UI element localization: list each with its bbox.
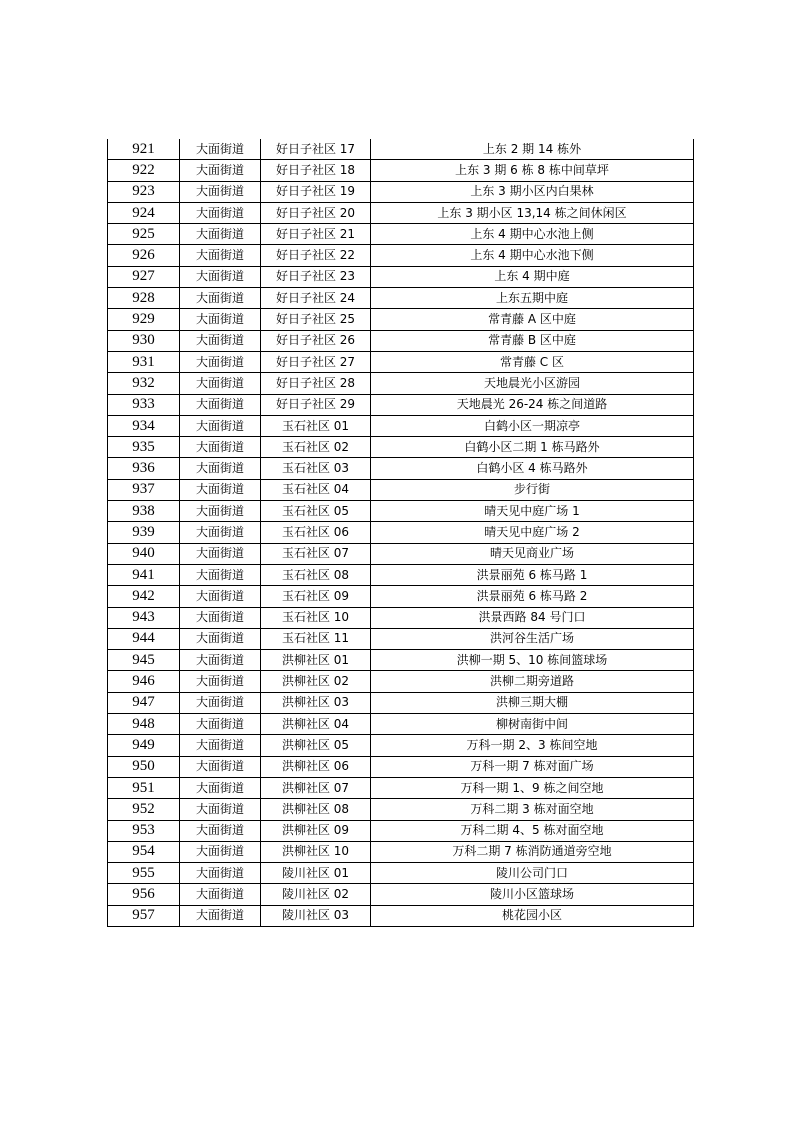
cell-location: 上东 2 期 14 栋外: [371, 139, 694, 160]
table-row: [108, 735, 694, 756]
site-table: [107, 139, 694, 927]
cell-number: 924: [108, 202, 180, 223]
table-row: [108, 905, 694, 926]
site-table-body: [108, 139, 694, 926]
cell-street: 大面街道: [180, 479, 261, 500]
table-row: [108, 692, 694, 713]
table-row: [108, 224, 694, 245]
cell-street: 大面街道: [180, 543, 261, 564]
cell-location: 万科一期 7 栋对面广场: [371, 756, 694, 777]
table-row: [108, 458, 694, 479]
table-row: [108, 330, 694, 351]
table-row: [108, 245, 694, 266]
cell-point-name: 好日子社区 27: [261, 351, 371, 372]
cell-street: 大面街道: [180, 245, 261, 266]
cell-street: 大面街道: [180, 288, 261, 309]
table-row: [108, 139, 694, 160]
cell-number: 930: [108, 330, 180, 351]
cell-point-name: 玉石社区 10: [261, 607, 371, 628]
cell-number: 937: [108, 479, 180, 500]
cell-location: 万科二期 3 栋对面空地: [371, 799, 694, 820]
cell-street: 大面街道: [180, 884, 261, 905]
cell-number: 945: [108, 650, 180, 671]
cell-location: 万科二期 4、5 栋对面空地: [371, 820, 694, 841]
cell-street: 大面街道: [180, 905, 261, 926]
table-row: [108, 202, 694, 223]
cell-street: 大面街道: [180, 351, 261, 372]
cell-point-name: 好日子社区 19: [261, 181, 371, 202]
cell-number: 956: [108, 884, 180, 905]
cell-street: 大面街道: [180, 394, 261, 415]
table-row: [108, 607, 694, 628]
cell-street: 大面街道: [180, 799, 261, 820]
cell-street: 大面街道: [180, 628, 261, 649]
table-row: [108, 543, 694, 564]
cell-point-name: 玉石社区 09: [261, 586, 371, 607]
cell-number: 933: [108, 394, 180, 415]
cell-point-name: 洪柳社区 08: [261, 799, 371, 820]
cell-point-name: 玉石社区 05: [261, 501, 371, 522]
cell-number: 957: [108, 905, 180, 926]
cell-point-name: 好日子社区 22: [261, 245, 371, 266]
table-row: [108, 160, 694, 181]
cell-point-name: 陵川社区 01: [261, 863, 371, 884]
cell-location: 白鹤小区一期凉亭: [371, 415, 694, 436]
cell-location: 陵川公司门口: [371, 863, 694, 884]
cell-street: 大面街道: [180, 415, 261, 436]
cell-street: 大面街道: [180, 863, 261, 884]
table-row: [108, 756, 694, 777]
cell-number: 921: [108, 139, 180, 160]
cell-point-name: 好日子社区 29: [261, 394, 371, 415]
cell-location: 万科一期 2、3 栋间空地: [371, 735, 694, 756]
table-row: [108, 288, 694, 309]
cell-location: 上东 4 期中庭: [371, 266, 694, 287]
cell-point-name: 好日子社区 28: [261, 373, 371, 394]
cell-number: 934: [108, 415, 180, 436]
table-row: [108, 437, 694, 458]
cell-street: 大面街道: [180, 224, 261, 245]
cell-location: 常青藤 B 区中庭: [371, 330, 694, 351]
cell-location: 上东 4 期中心水池上侧: [371, 224, 694, 245]
cell-street: 大面街道: [180, 437, 261, 458]
table-row: [108, 820, 694, 841]
cell-street: 大面街道: [180, 181, 261, 202]
table-row: [108, 628, 694, 649]
cell-number: 942: [108, 586, 180, 607]
cell-street: 大面街道: [180, 564, 261, 585]
cell-location: 上东 3 期小区 13,14 栋之间休闲区: [371, 202, 694, 223]
cell-location: 晴天见中庭广场 1: [371, 501, 694, 522]
cell-number: 936: [108, 458, 180, 479]
cell-location: 洪柳一期 5、10 栋间篮球场: [371, 650, 694, 671]
cell-point-name: 洪柳社区 03: [261, 692, 371, 713]
cell-number: 944: [108, 628, 180, 649]
cell-street: 大面街道: [180, 692, 261, 713]
table-row: [108, 586, 694, 607]
table-row: [108, 564, 694, 585]
cell-street: 大面街道: [180, 735, 261, 756]
cell-location: 洪景西路 84 号门口: [371, 607, 694, 628]
cell-number: 950: [108, 756, 180, 777]
cell-location: 常青藤 A 区中庭: [371, 309, 694, 330]
table-row: [108, 501, 694, 522]
table-row: [108, 373, 694, 394]
table-row: [108, 522, 694, 543]
table-row: [108, 479, 694, 500]
table-row: [108, 415, 694, 436]
cell-number: 925: [108, 224, 180, 245]
cell-number: 953: [108, 820, 180, 841]
cell-street: 大面街道: [180, 309, 261, 330]
cell-point-name: 洪柳社区 02: [261, 671, 371, 692]
cell-street: 大面街道: [180, 777, 261, 798]
cell-street: 大面街道: [180, 607, 261, 628]
cell-number: 931: [108, 351, 180, 372]
cell-point-name: 玉石社区 01: [261, 415, 371, 436]
cell-point-name: 玉石社区 07: [261, 543, 371, 564]
cell-number: 946: [108, 671, 180, 692]
cell-point-name: 玉石社区 03: [261, 458, 371, 479]
cell-location: 洪景丽苑 6 栋马路 2: [371, 586, 694, 607]
cell-point-name: 洪柳社区 04: [261, 714, 371, 735]
cell-number: 923: [108, 181, 180, 202]
cell-number: 929: [108, 309, 180, 330]
cell-location: 白鹤小区 4 栋马路外: [371, 458, 694, 479]
cell-street: 大面街道: [180, 266, 261, 287]
cell-point-name: 好日子社区 25: [261, 309, 371, 330]
cell-location: 万科二期 7 栋消防通道旁空地: [371, 841, 694, 862]
cell-point-name: 玉石社区 11: [261, 628, 371, 649]
cell-point-name: 玉石社区 08: [261, 564, 371, 585]
cell-point-name: 玉石社区 06: [261, 522, 371, 543]
cell-number: 928: [108, 288, 180, 309]
cell-street: 大面街道: [180, 671, 261, 692]
cell-street: 大面街道: [180, 650, 261, 671]
cell-number: 941: [108, 564, 180, 585]
cell-location: 天地晨光小区游园: [371, 373, 694, 394]
cell-number: 947: [108, 692, 180, 713]
cell-street: 大面街道: [180, 139, 261, 160]
cell-point-name: 陵川社区 03: [261, 905, 371, 926]
cell-number: 938: [108, 501, 180, 522]
cell-street: 大面街道: [180, 458, 261, 479]
cell-number: 949: [108, 735, 180, 756]
table-row: [108, 799, 694, 820]
cell-number: 926: [108, 245, 180, 266]
cell-point-name: 洪柳社区 09: [261, 820, 371, 841]
cell-point-name: 洪柳社区 07: [261, 777, 371, 798]
cell-number: 943: [108, 607, 180, 628]
cell-number: 927: [108, 266, 180, 287]
cell-point-name: 好日子社区 20: [261, 202, 371, 223]
cell-location: 天地晨光 26-24 栋之间道路: [371, 394, 694, 415]
table-row: [108, 181, 694, 202]
cell-location: 洪河谷生活广场: [371, 628, 694, 649]
cell-number: 948: [108, 714, 180, 735]
table-row: [108, 777, 694, 798]
cell-point-name: 玉石社区 02: [261, 437, 371, 458]
cell-location: 洪柳三期大棚: [371, 692, 694, 713]
table-row: [108, 714, 694, 735]
cell-street: 大面街道: [180, 841, 261, 862]
table-row: [108, 394, 694, 415]
table-row: [108, 884, 694, 905]
cell-location: 上东五期中庭: [371, 288, 694, 309]
cell-point-name: 好日子社区 24: [261, 288, 371, 309]
cell-point-name: 洪柳社区 10: [261, 841, 371, 862]
cell-number: 932: [108, 373, 180, 394]
cell-point-name: 好日子社区 26: [261, 330, 371, 351]
cell-point-name: 陵川社区 02: [261, 884, 371, 905]
cell-number: 954: [108, 841, 180, 862]
table-row: [108, 266, 694, 287]
cell-street: 大面街道: [180, 714, 261, 735]
table-row: [108, 671, 694, 692]
cell-number: 940: [108, 543, 180, 564]
cell-point-name: 好日子社区 17: [261, 139, 371, 160]
cell-location: 陵川小区篮球场: [371, 884, 694, 905]
table-row: [108, 309, 694, 330]
cell-street: 大面街道: [180, 160, 261, 181]
cell-location: 洪景丽苑 6 栋马路 1: [371, 564, 694, 585]
cell-street: 大面街道: [180, 820, 261, 841]
cell-street: 大面街道: [180, 373, 261, 394]
cell-street: 大面街道: [180, 522, 261, 543]
cell-location: 柳树南街中间: [371, 714, 694, 735]
table-row: [108, 863, 694, 884]
cell-street: 大面街道: [180, 202, 261, 223]
table-row: [108, 351, 694, 372]
cell-number: 922: [108, 160, 180, 181]
cell-location: 上东 3 期 6 栋 8 栋中间草坪: [371, 160, 694, 181]
cell-point-name: 洪柳社区 05: [261, 735, 371, 756]
cell-point-name: 玉石社区 04: [261, 479, 371, 500]
cell-street: 大面街道: [180, 756, 261, 777]
table-row: [108, 841, 694, 862]
cell-location: 洪柳二期旁道路: [371, 671, 694, 692]
cell-location: 步行街: [371, 479, 694, 500]
cell-number: 939: [108, 522, 180, 543]
cell-street: 大面街道: [180, 501, 261, 522]
table-row: [108, 650, 694, 671]
cell-location: 上东 3 期小区内白果林: [371, 181, 694, 202]
cell-number: 955: [108, 863, 180, 884]
cell-location: 上东 4 期中心水池下侧: [371, 245, 694, 266]
cell-point-name: 洪柳社区 06: [261, 756, 371, 777]
cell-number: 952: [108, 799, 180, 820]
cell-location: 万科一期 1、9 栋之间空地: [371, 777, 694, 798]
cell-point-name: 好日子社区 18: [261, 160, 371, 181]
cell-number: 935: [108, 437, 180, 458]
cell-location: 常青藤 C 区: [371, 351, 694, 372]
cell-street: 大面街道: [180, 586, 261, 607]
cell-point-name: 洪柳社区 01: [261, 650, 371, 671]
cell-point-name: 好日子社区 21: [261, 224, 371, 245]
cell-location: 晴天见中庭广场 2: [371, 522, 694, 543]
cell-point-name: 好日子社区 23: [261, 266, 371, 287]
cell-location: 晴天见商业广场: [371, 543, 694, 564]
cell-location: 桃花园小区: [371, 905, 694, 926]
cell-street: 大面街道: [180, 330, 261, 351]
cell-number: 951: [108, 777, 180, 798]
cell-location: 白鹤小区二期 1 栋马路外: [371, 437, 694, 458]
